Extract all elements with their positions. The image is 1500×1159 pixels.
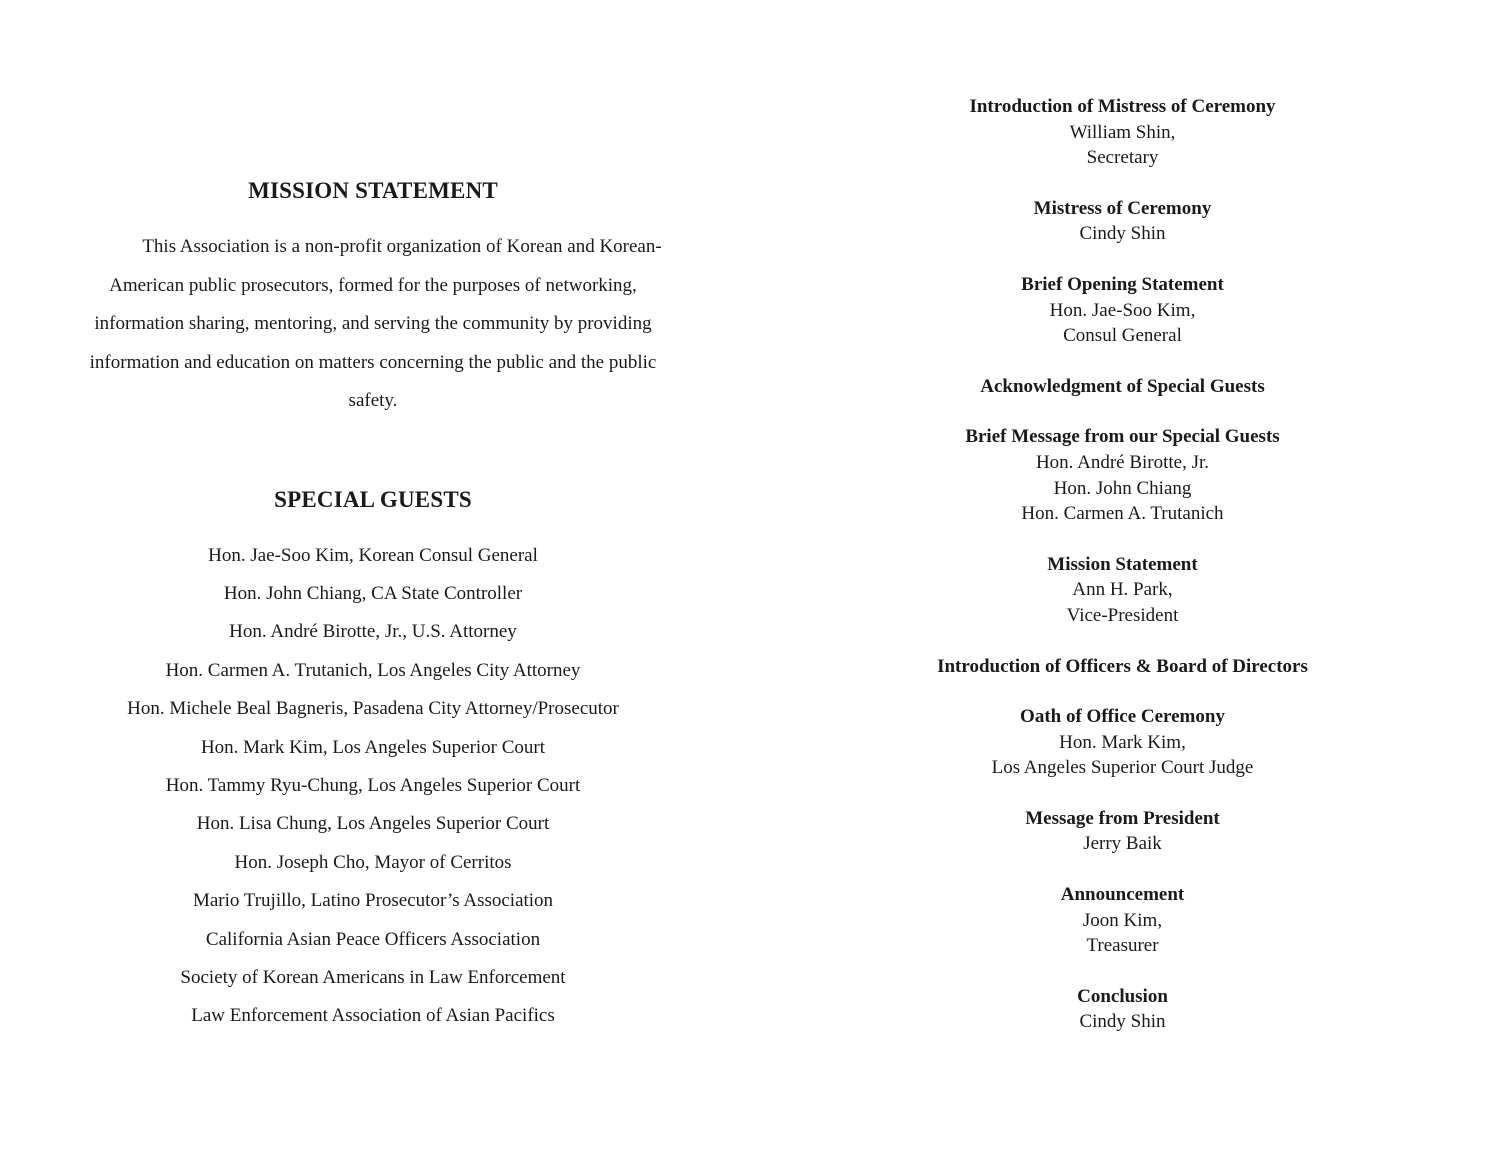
program-item-title: Brief Message from our Special Guests [965,426,1280,448]
program-item-intro-mistress [870,94,1375,171]
guest-item: Society of Korean Americans in Law Enforcement [180,966,566,988]
program-item-person: Cindy Shin [1079,223,1166,245]
program-item-person: Cindy Shin [1079,1011,1166,1033]
program-page [870,94,1375,1060]
program-item-conclusion [870,984,1375,1035]
program-item-title: Message from President [1025,807,1220,829]
program-item-role: Consul General [1063,325,1182,347]
mission-statement-text [78,228,668,421]
program-item-title: Mistress of Ceremony [1033,197,1212,219]
program-item-person: William Shin, [1069,121,1176,143]
program-item-officers-intro [870,654,1375,680]
program-item-title: Introduction of Mistress of Ceremony [969,96,1276,117]
program-item-person: Ann H. Park, [1072,579,1173,601]
program-item-title: Mission Statement [1047,553,1198,575]
program-item-mission-statement [870,552,1375,629]
program-item-mistress [870,196,1375,247]
guest-item: Hon. Michele Beal Bagneris, Pasadena City Attorney/Prosecutor [127,698,619,720]
program-item-title: Acknowledgment of Special Guests [980,375,1265,397]
left-page [78,176,668,1036]
guest-item: Hon. Lisa Chung, Los Angeles Superior Court [196,813,550,835]
guest-item: California Asian Peace Officers Association [205,928,541,950]
program-item-person: Hon. Mark Kim, [1059,731,1186,753]
program-item-title: Conclusion [1077,985,1168,1007]
guest-item: Hon. Carmen A. Trutanich, Los Angeles City Attorney [165,659,581,681]
program-item-announcement [870,882,1375,959]
mission-statement-heading: MISSION STATEMENT [248,178,498,203]
program-item-person: Jerry Baik [1083,833,1162,855]
special-guests-heading: SPECIAL GUESTS [274,486,472,512]
guest-item: Mario Trujillo, Latino Prosecutor’s Association [192,890,554,912]
guest-item: Hon. Joseph Cho, Mayor of Cerritos [234,851,512,873]
program-item-oath-of-office [870,704,1375,781]
program-item-person: Joon Kim, [1082,909,1163,931]
guest-item: Hon. Tammy Ryu-Chung, Los Angeles Superior Court [165,774,581,796]
program-item-person: Hon. Jae-Soo Kim, [1049,299,1196,321]
guest-item: Hon. John Chiang, CA State Controller [223,582,523,604]
special-guests-list [78,537,668,1036]
program-item-title: Brief Opening Statement [1021,273,1224,295]
program-item-person: Hon. Carmen A. Trutanich [1021,503,1224,525]
program-item-role: Secretary [1086,147,1159,169]
guest-item: Hon. Jae-Soo Kim, Korean Consul General [208,544,538,566]
program-item-role: Treasurer [1086,935,1159,957]
guest-item: Hon. Mark Kim, Los Angeles Superior Court [200,736,546,758]
program-item-president-message [870,806,1375,857]
guest-item: Hon. André Birotte, Jr., U.S. Attorney [229,621,517,643]
mission-statement-body: This Association is a non-profit organization of Korean and Korean-American public prosecutors, formed for the purposes of networking, information sharing, mentoring, and serving the community by providing information and education on matters concerning the public and the public safety. [89,236,662,411]
program-item-role: Vice-President [1066,604,1179,626]
program-item-title: Introduction of Officers & Board of Directors [937,655,1308,677]
program-item-title: Announcement [1060,884,1185,906]
program-item-role: Los Angeles Superior Court Judge [991,757,1254,779]
guest-item: Law Enforcement Association of Asian Pacifics [191,1005,555,1027]
program-item-person: Hon. André Birotte, Jr. [1035,451,1210,473]
program-item-guest-messages [870,424,1375,526]
program-item-opening-statement [870,272,1375,349]
program-item-title: Oath of Office Ceremony [1020,706,1225,728]
program-item-acknowledgment [870,374,1375,400]
program-item-person: Hon. John Chiang [1053,477,1192,499]
